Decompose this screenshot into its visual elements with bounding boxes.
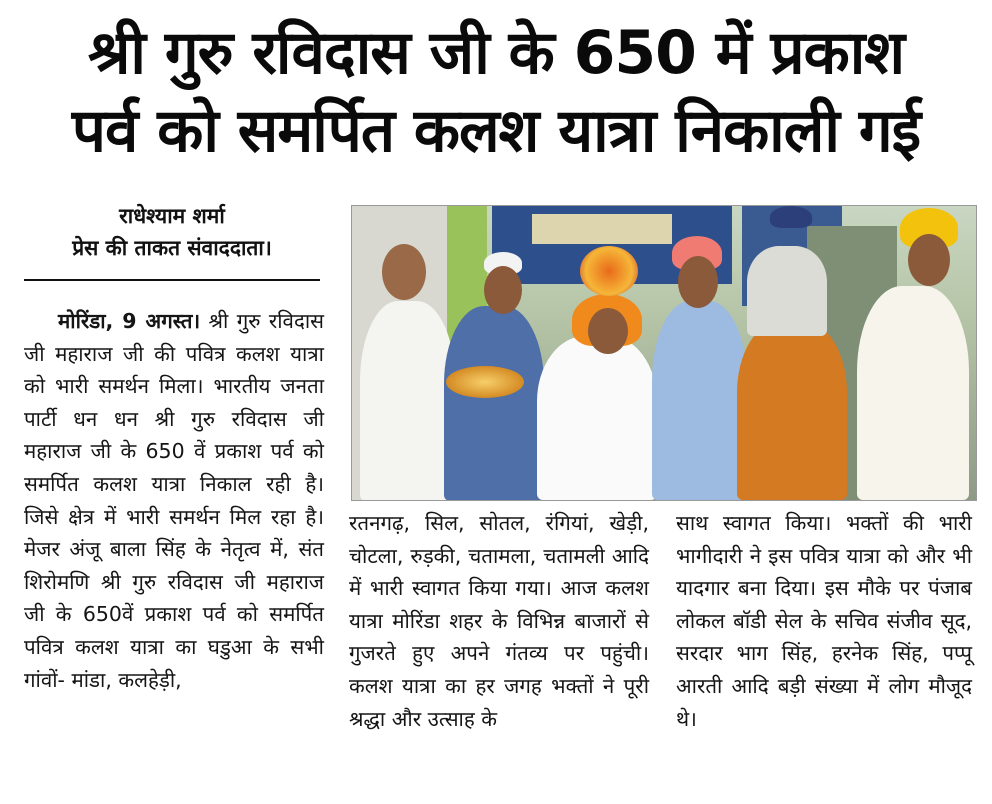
byline-name: राधेश्याम शर्मा (119, 204, 225, 228)
photo-person-2 (444, 306, 544, 501)
photo-person-1-head (382, 244, 426, 300)
dateline: मोरिंडा, 9 अगस्त। (58, 309, 201, 333)
photo-person-5 (737, 321, 847, 500)
photo-person-7 (857, 286, 969, 500)
news-photo (351, 205, 977, 501)
headline-line-2: पर्व को समर्पित कलश यात्रा निकाली गई (71, 96, 921, 166)
photo-kalash-plate (446, 366, 524, 398)
photo-person-1 (360, 301, 455, 501)
byline-divider (24, 279, 320, 281)
article-column-3: साथ स्वागत किया। भक्तों की भारी भागीदारी ने इस पवित्र यात्रा को और भी यादगार बना दिया। इस मौके पर पंजाब लोकल बॉडी सेल के सचिव संजीव सूद, सरदार भाग सिंह, हरनेक सिंह, पप्पू आरती आदि बड़ी संख्या में लोग मौजूद थे। (676, 511, 972, 731)
photo-signboard-lettering (532, 214, 672, 244)
photo-person-3 (537, 336, 657, 500)
photo-person-4 (652, 301, 747, 500)
photo-person-3-head (588, 308, 628, 354)
photo-person-4-head (678, 256, 718, 308)
photo-person-7-head (908, 234, 950, 286)
article-column-1-text: श्री गुरु रविदास जी महाराज जी की पवित्र कलश यात्रा को भारी समर्थन मिला। भारतीय जनता पार्टी धन धन श्री गुरु रविदास जी महाराज जी के 650 वें प्रकाश पर्व को समर्पित कलश यात्रा निकाल रही है। जिसे क्षेत्र में भारी समर्थन मिल रहा है। मेजर अंजू बाला सिंह के नेतृत्व में, संत शिरोमणि श्री गुरु रविदास जी महाराज जी के 650वें प्रकाश पर्व को समर्पित पवित्र कलश यात्रा का घडुआ के सभी गांवों- मांडा, कलहेड़ी, (24, 309, 324, 692)
headline (0, 14, 992, 170)
photo-person-6 (747, 246, 827, 336)
byline-role: प्रेस की ताकत संवाददाता। (72, 236, 272, 260)
photo-person-2-head (484, 266, 522, 314)
headline-line-1: श्री गुरु रविदास जी के 650 में प्रकाश (87, 18, 905, 88)
photo-person-6-turban (770, 206, 812, 228)
photo-kalash (580, 246, 638, 296)
byline (24, 200, 320, 264)
article-column-2: रतनगढ़, सिल, सोतल, रंगियां, खेड़ी, चोटला, रुड़की, चतामला, चतामली आदि में भारी स्वागत किया गया। आज कलश यात्रा मोरिंडा शहर के विभिन्न बाजारों से गुजरते हुए अपने गंतव्य पर पहुंची। कलश यात्रा का हर जगह भक्तों ने पूरी श्रद्धा और उत्साह के (349, 511, 649, 731)
article-column-1 (24, 305, 324, 696)
